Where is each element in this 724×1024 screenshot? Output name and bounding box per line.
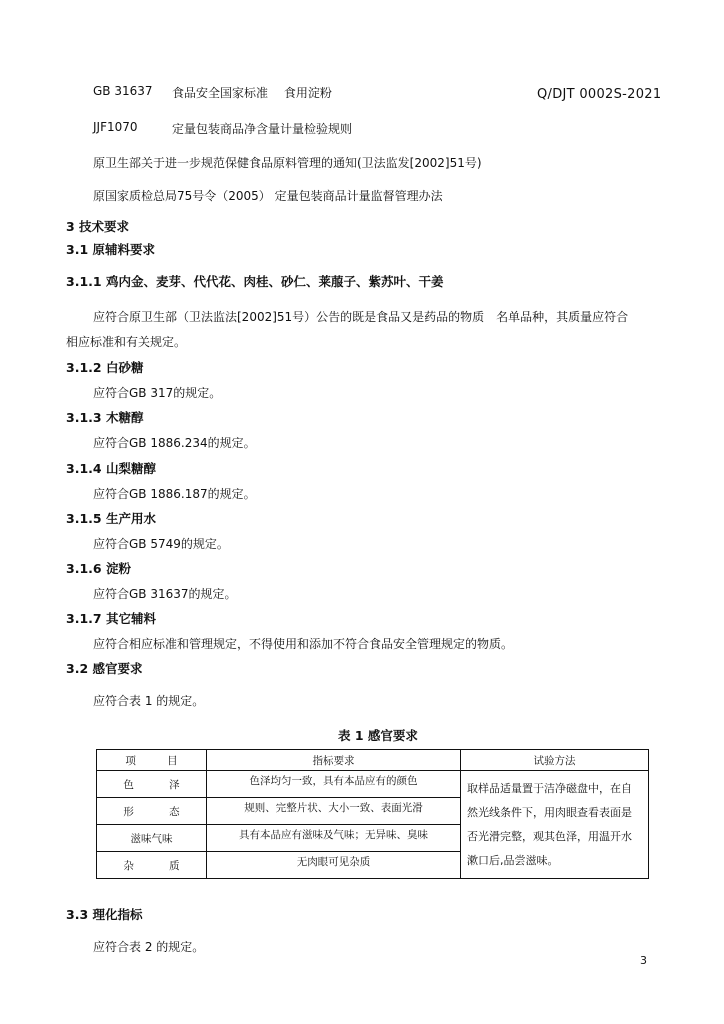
item-cell: 杂 质	[97, 852, 207, 879]
page-number: 3	[640, 954, 647, 967]
section-heading: 3 技术要求	[66, 219, 130, 234]
document-number: Q/DJT 0002S-2021	[537, 87, 662, 102]
item-cell: 滋味气味	[97, 825, 207, 852]
section-heading: 3.2 感官要求	[66, 661, 143, 676]
paragraph-text: 应符合GB 1886.234的规定。	[93, 436, 256, 450]
item-cell: 形 态	[97, 798, 207, 825]
reference-title: 原卫生部关于进一步规范保健食品原料管理的通知(卫法监发[2002]51号)	[93, 156, 482, 170]
paragraph-text: 应符合表 2 的规定。	[93, 940, 205, 954]
section-heading: 3.1.2 白砂糖	[66, 360, 144, 375]
requirement-cell: 具有本品应有滋味及气味；无异味、臭味	[207, 825, 461, 852]
section-heading: 3.1.1 鸡内金、麦芽、代代花、肉桂、砂仁、莱菔子、紫苏叶、干姜	[66, 274, 444, 289]
table-row	[97, 771, 649, 798]
paragraph-text: 相应标准和有关规定。	[66, 335, 187, 349]
sensory-requirements-table	[96, 749, 649, 879]
section-heading: 3.1.3 木糖醇	[66, 410, 144, 425]
paragraph-text: 应符合相应标准和管理规定，不得使用和添加不符合食品安全管理规定的物质。	[93, 637, 514, 651]
reference-code: GB 31637	[93, 84, 153, 98]
section-heading: 3.1.7 其它辅料	[66, 611, 156, 626]
requirement-cell: 色泽均匀一致，具有本品应有的颜色	[207, 771, 461, 798]
section-heading: 3.1.6 淀粉	[66, 561, 131, 576]
test-method-cell: 取样品适量置于洁净磁盘中，在自然光线条件下，用肉眼查看表面是否光滑完整，观其色泽，用温开水漱口后,品尝滋味。	[461, 771, 649, 879]
column-header-requirement: 指标要求	[207, 750, 461, 771]
table-header-row	[97, 750, 649, 771]
reference-title: 定量包装商品净含量计量检验规则	[172, 122, 353, 136]
paragraph-text: 应符合GB 5749的规定。	[93, 537, 229, 551]
paragraph-text: 应符合GB 1886.187的规定。	[93, 487, 256, 501]
item-cell: 色 泽	[97, 771, 207, 798]
paragraph-text: 应符合表 1 的规定。	[93, 694, 205, 708]
section-heading: 3.1.4 山梨糖醇	[66, 461, 156, 476]
paragraph-text: 应符合原卫生部（卫法监法[2002]51号）公告的既是食品又是药品的物质 名单品种，其质量应符合	[93, 310, 629, 324]
section-heading: 3.1 原辅料要求	[66, 242, 155, 257]
reference-title: 食品安全国家标准 食用淀粉	[172, 86, 332, 100]
reference-code: JJF1070	[93, 120, 138, 134]
reference-title: 原国家质检总局75号令（2005） 定量包装商品计量监督管理办法	[93, 189, 443, 203]
paragraph-text: 应符合GB 31637的规定。	[93, 587, 237, 601]
table-title: 表 1 感官要求	[338, 728, 418, 743]
section-heading: 3.1.5 生产用水	[66, 511, 156, 526]
paragraph-text: 应符合GB 317的规定。	[93, 386, 222, 400]
column-header-item: 项 目	[97, 750, 207, 771]
requirement-cell: 规则、完整片状、大小一致、表面光滑	[207, 798, 461, 825]
column-header-method: 试验方法	[461, 750, 649, 771]
section-heading: 3.3 理化指标	[66, 907, 143, 922]
requirement-cell: 无肉眼可见杂质	[207, 852, 461, 879]
